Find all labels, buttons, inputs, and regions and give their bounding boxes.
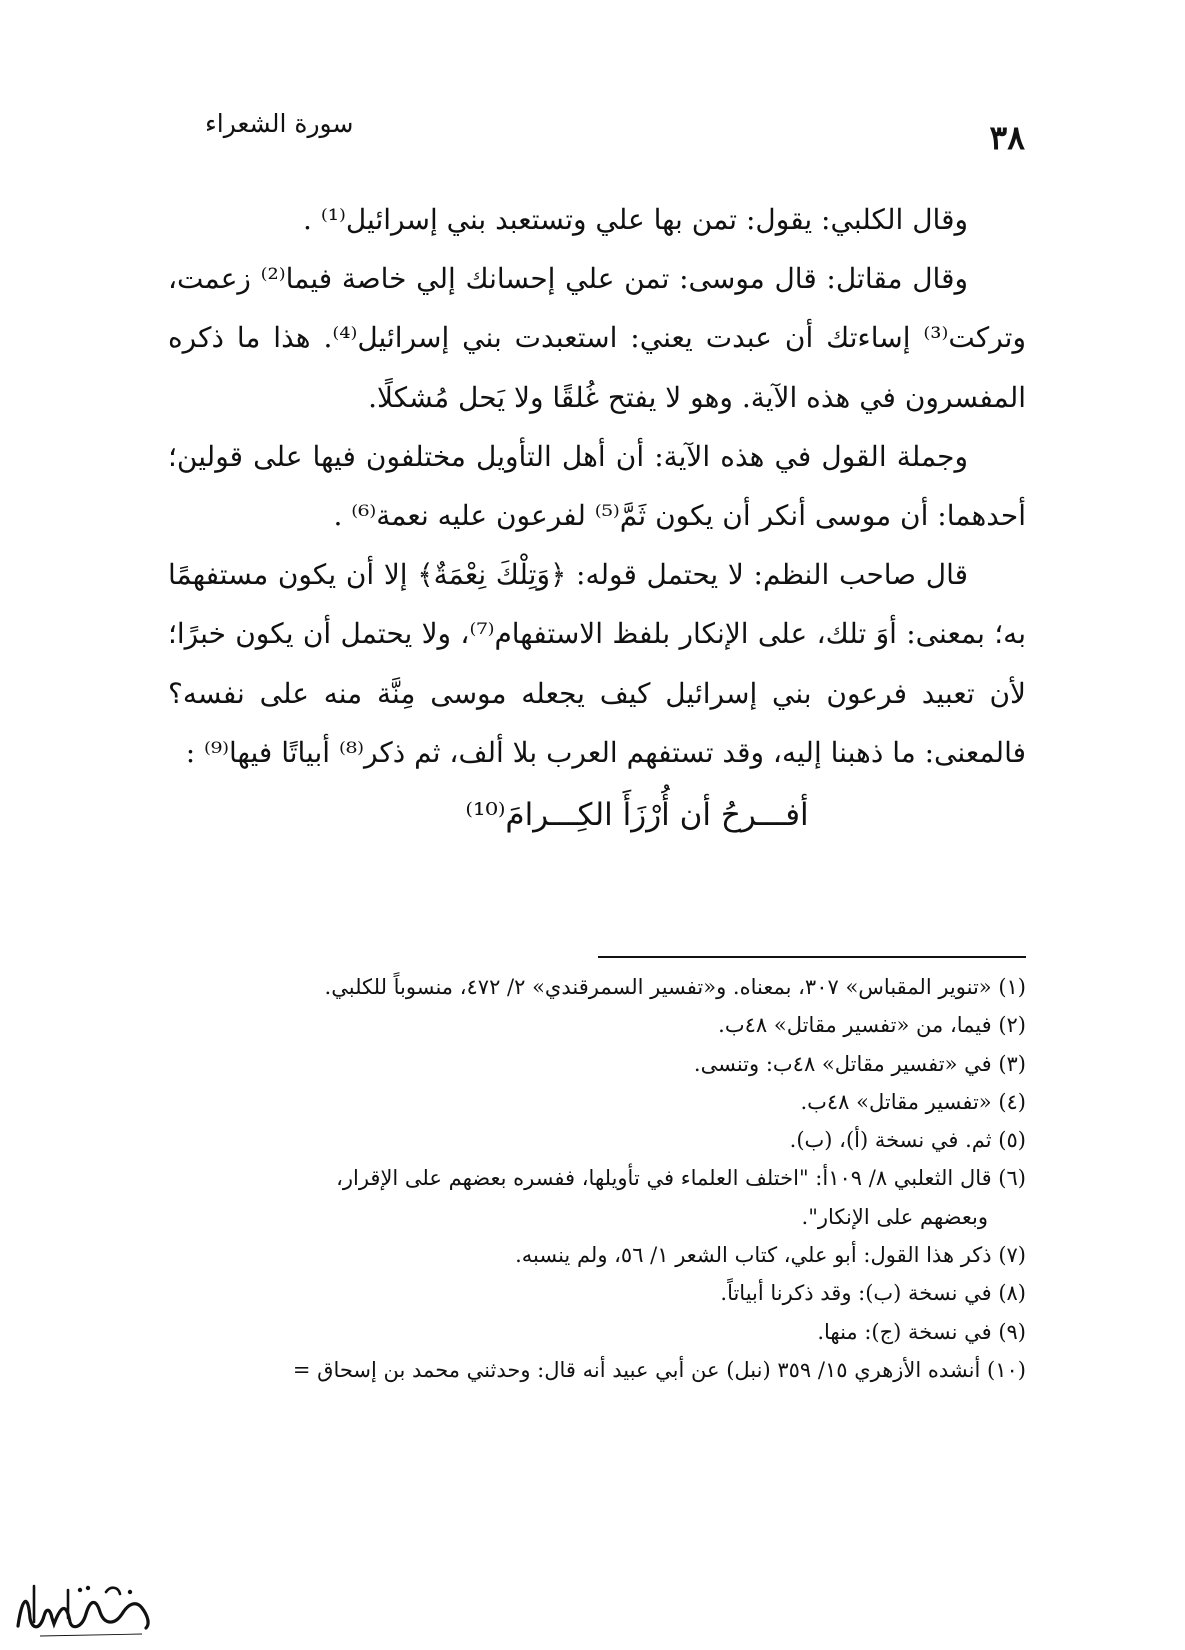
- page-number: ٣٨: [989, 118, 1025, 157]
- footnote-4: (٤) «تفسير مقاتل» ٤٨ب.: [800, 1089, 1026, 1114]
- page-header: [205, 108, 1025, 158]
- footnote-6-continuation: وبعضهم على الإنكار".: [801, 1204, 988, 1229]
- footnote-1: (١) «تنوير المقباس» ٣٠٧، بمعناه. و«تفسير السمرقندي» ٢/ ٤٧٢، منسوباً للكلبي.: [324, 975, 1026, 999]
- running-title: سورة الشعراء: [205, 109, 354, 138]
- paragraph-3: وجملة القول في هذه الآية: أن أهل التأويل مختلفون فيها على قولين؛ أحدهما: أن موسى أنكر أن يكون ثَمَّ⁽⁵⁾ لفرعون عليه نعمة⁽⁶⁾ .: [168, 439, 1026, 533]
- footnote-7: (٧) ذكر هذا القول: أبو علي، كتاب الشعر ١/ ٥٦، ولم ينسبه.: [515, 1243, 1026, 1268]
- publisher-logo: [10, 1578, 160, 1640]
- footnote-10: (١٠) أنشده الأزهري ١٥/ ٣٥٩ (نبل) عن أبي عبيد أنه قال: وحدثني محمد بن إسحاق =: [292, 1357, 1026, 1382]
- paragraph-1: وقال الكلبي: يقول: تمن بها علي وتستعبد بني إسرائيل⁽¹⁾ .: [303, 203, 968, 236]
- paragraph-2: وقال مقاتل: قال موسى: تمن علي إحسانك إلي خاصة فيما⁽²⁾ زعمت، وتركت⁽³⁾ إساءتك أن عبدت يعني: استعبدت بني إسرائيل⁽⁴⁾. هذا ما ذكره المفسرون في هذه الآية. وهو لا يفتح غُلقًا ولا يَحل مُشكلًا.: [168, 262, 1026, 414]
- footnote-2: (٢) فيما، من «تفسير مقاتل» ٤٨ب.: [718, 1013, 1026, 1038]
- footnote-9: (٩) في نسخة (ج): منها.: [817, 1319, 1026, 1344]
- footnote-6: (٦) قال الثعلبي ٨/ ١٠٩أ: "اختلف العلماء في تأويلها، ففسره بعضهم على الإقرار،: [336, 1166, 1026, 1191]
- footnote-8: (٨) في نسخة (ب): وقد ذكرنا أبياتاً.: [720, 1281, 1026, 1306]
- main-text: [168, 190, 1026, 848]
- footnote-3: (٣) في «تفسير مقاتل» ٤٨ب: وتنسى.: [693, 1051, 1026, 1076]
- footnote-5: (٥) ثم. في نسخة (أ)، (ب).: [789, 1128, 1026, 1153]
- paragraph-4: قال صاحب النظم: لا يحتمل قوله: ﴿وَتِلْكَ نِعْمَةٌ﴾ إلا أن يكون مستفهمًا به؛ بمعنى: أوَ تلك، على الإنكار بلفظ الاستفهام⁽⁷⁾، ولا يحتمل أن يكون خبرًا؛ لأن تعبيد فرعون بني إسرائيل كيف يجعله موسى مِنَّة منه على نفسه؟ فالمعنى: ما ذهبنا إليه، وقد تستفهم العرب بلا ألف، ثم ذكر⁽⁸⁾ أبياتًا فيها⁽⁹⁾ :: [168, 558, 1026, 769]
- footnote-divider: [598, 956, 1026, 958]
- footnotes: [168, 968, 1026, 1389]
- poem-verse: أفـــرحُ أن أُرْزَأَ الكِـــرامَ⁽¹⁰⁾: [465, 797, 809, 834]
